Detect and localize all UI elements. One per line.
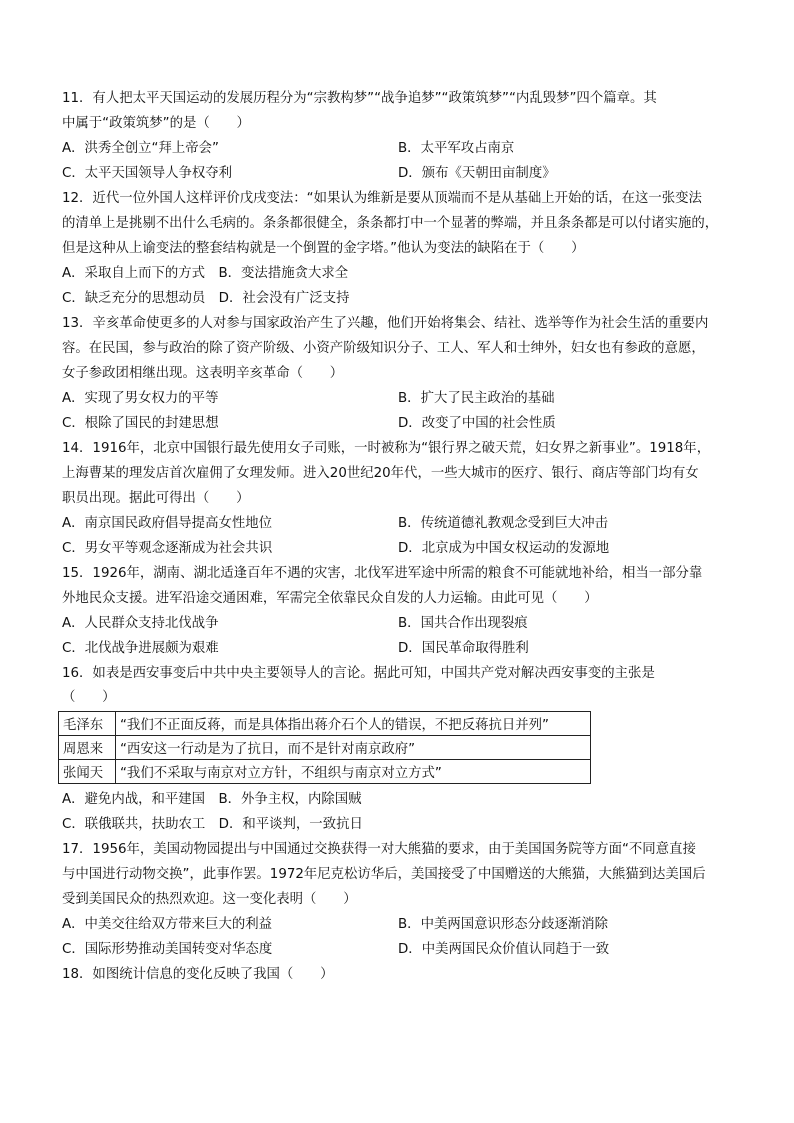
question-13-option-b: B．扩大了民主政治的基础 <box>398 391 555 406</box>
leader-name: 周恩来 <box>59 736 116 760</box>
leader-quote: “西安这一行动是为了抗日，而不是针对南京政府” <box>116 736 591 760</box>
leader-name: 毛泽东 <box>59 712 116 736</box>
question-17-option-a: A．中美交往给双方带来巨大的利益 <box>62 917 273 932</box>
question-14-option-b: B．传统道德礼教观念受到巨大冲击 <box>398 516 609 531</box>
table-row <box>59 712 591 736</box>
question-17-option-c: C．国际形势推动美国转变对华态度 <box>62 942 273 957</box>
leader-quote: “我们不正面反蒋，而是具体指出蒋介石个人的错误，不把反蒋抗日并列” <box>116 712 591 736</box>
question-16-stem-line-1: 16．如表是西安事变后中共中央主要领导人的言论。据此可知，中国共产党对解决西安事变的主张是 <box>62 666 655 681</box>
question-12-stem-line-1: 12．近代一位外国人这样评价戊戌变法：“如果认为维新是要从顶端而不是从基础上开始的话，在这一张变法 <box>62 191 702 206</box>
question-13-stem-line-1: 13．辛亥革命使更多的人对参与国家政治产生了兴趣，他们开始将集会、结社、选举等作为社会生活的重要内 <box>62 316 709 331</box>
question-15-option-d: D．国民革命取得胜利 <box>398 641 529 656</box>
question-14-option-a: A．南京国民政府倡导提高女性地位 <box>62 516 273 531</box>
question-15-option-c: C．北伐战争进展颇为艰难 <box>62 641 219 656</box>
question-12-options-ab: A．采取自上而下的方式 B．变法措施贪大求全 <box>62 266 349 281</box>
question-13-stem-line-3: 女子参政团相继出现。这表明辛亥革命（ ） <box>62 366 344 381</box>
question-16-stem-line-2: （ ） <box>62 690 116 705</box>
table-row <box>59 760 591 784</box>
question-17-option-b: B．中美两国意识形态分歧逐渐消除 <box>398 917 609 932</box>
question-13-stem-line-2: 容。在民国，参与政治的除了资产阶级、小资产阶级知识分子、工人、军人和士绅外，妇女也有参政的意愿， <box>62 341 705 356</box>
table-row <box>59 736 591 760</box>
question-18-stem-line-1: 18．如图统计信息的变化反映了我国（ ） <box>62 967 334 982</box>
question-14-stem-line-2: 上海曹某的理发店首次雇佣了女理发师。进入20世纪20年代，一些大城市的医疗、银行、商店等部门均有女 <box>62 466 699 481</box>
question-13-option-d: D．改变了中国的社会性质 <box>398 416 556 431</box>
question-13-option-a: A．实现了男女权力的平等 <box>62 391 219 406</box>
question-11-option-b: B．太平军攻占南京 <box>398 141 515 156</box>
question-11-stem-line-1: 11．有人把太平天国运动的发展历程分为“宗教构梦”“战争追梦”“政策筑梦”“内乱毁梦”四个篇章。其 <box>62 91 657 106</box>
question-15-option-a: A．人民群众支持北伐战争 <box>62 616 219 631</box>
question-15-option-b: B．国共合作出现裂痕 <box>398 616 528 631</box>
question-14-option-d: D．北京成为中国女权运动的发源地 <box>398 541 610 556</box>
question-15-stem-line-1: 15．1926年，湖南、湖北适逢百年不遇的灾害，北伐军进军途中所需的粮食不可能就地补给，相当一部分靠 <box>62 566 703 581</box>
question-12-stem-line-3: 但是这种从上谕变法的整套结构就是一个倒置的金字塔。”他认为变法的缺陷在于（ ） <box>62 241 585 256</box>
quote-table <box>58 711 591 784</box>
question-12-options-cd: C．缺乏充分的思想动员 D．社会没有广泛支持 <box>62 291 350 306</box>
question-11-option-a: A．洪秀全创立“拜上帝会” <box>62 141 219 156</box>
question-17-stem-line-1: 17．1956年，美国动物园提出与中国通过交换获得一对大熊猫的要求，由于美国国务院等方面“不同意直接 <box>62 842 696 857</box>
leader-name: 张闻天 <box>59 760 116 784</box>
question-16-options-ab: A．避免内战，和平建国 B．外争主权，内除国贼 <box>62 792 362 807</box>
question-11-option-d: D．颁布《天朝田亩制度》 <box>398 166 556 181</box>
question-12-stem-line-2: 的清单上是挑剔不出什么毛病的。条条都很健全，条条都打中一个显著的弊端，并且条条都是可以付诸实施的， <box>62 216 719 231</box>
question-11-stem-line-2: 中属于“政策筑梦”的是（ ） <box>62 116 250 131</box>
question-16-options-cd: C．联俄联共，扶助农工 D．和平谈判，一致抗日 <box>62 817 363 832</box>
question-17-stem-line-2: 与中国进行动物交换”，此事作罢。1972年尼克松访华后，美国接受了中国赠送的大熊猫，大熊猫到达美国后 <box>62 867 706 882</box>
question-13-option-c: C．根除了国民的封建思想 <box>62 416 219 431</box>
question-17-option-d: D．中美两国民众价值认同趋于一致 <box>398 942 610 957</box>
question-14-option-c: C．男女平等观念逐渐成为社会共识 <box>62 541 273 556</box>
question-15-stem-line-2: 外地民众支援。进军沿途交通困难，军需完全依靠民众自发的人力运输。由此可见（ ） <box>62 591 598 606</box>
question-14-stem-line-1: 14．1916年，北京中国银行最先使用女子司账，一时被称为“银行界之破天荒，妇女界之新事业”。1918年， <box>62 441 711 456</box>
question-14-stem-line-3: 职员出现。据此可得出（ ） <box>62 491 250 506</box>
leader-quote: “我们不采取与南京对立方针，不组织与南京对立方式” <box>116 760 591 784</box>
question-17-stem-line-3: 受到美国民众的热烈欢迎。这一变化表明（ ） <box>62 892 357 907</box>
question-11-option-c: C．太平天国领导人争权夺利 <box>62 166 233 181</box>
